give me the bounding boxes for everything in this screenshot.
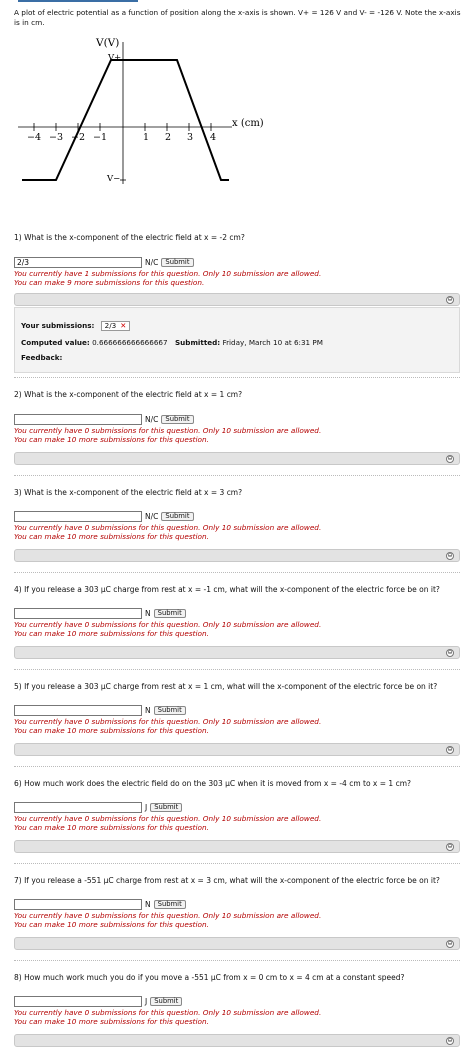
question-text: 5) If you release a 303 μC charge from rest at x = 1 cm, what will the x-component of the electric force be on it? xyxy=(14,682,438,691)
submission-count-note: You currently have 0 submissions for this question. Only 10 submission are allowed. xyxy=(14,911,322,920)
answer-row xyxy=(14,511,194,522)
submit-button[interactable]: Submit xyxy=(150,803,182,812)
unit-label: N/C xyxy=(145,258,159,267)
submit-button[interactable]: Submit xyxy=(161,258,193,267)
answer-input[interactable] xyxy=(14,996,142,1007)
question-2 xyxy=(14,390,460,462)
section-divider xyxy=(14,669,460,670)
answer-row xyxy=(14,608,186,619)
section-divider xyxy=(14,863,460,864)
tick-label: −2 xyxy=(71,132,86,143)
potential-curve xyxy=(22,60,229,180)
x-axis-label: x (cm) xyxy=(232,118,264,129)
question-7 xyxy=(14,876,460,947)
collapse-icon[interactable]: ⊖ xyxy=(447,1037,453,1044)
computed-value: 0.666666666666667 xyxy=(92,338,168,347)
question-4 xyxy=(14,585,460,656)
details-toggle-bar[interactable] xyxy=(14,293,460,306)
answer-row xyxy=(14,705,186,716)
submission-count-note: You currently have 0 submissions for this question. Only 10 submission are allowed. xyxy=(14,717,322,726)
question-text: 6) How much work does the electric field do on the 303 μC when it is moved from x = -4 cm to x = 1 cm? xyxy=(14,779,411,788)
submission-count-note: You currently have 1 submissions for this question. Only 10 submission are allowed. xyxy=(14,269,322,278)
answer-row xyxy=(14,257,194,268)
submission-count-note: You currently have 0 submissions for this question. Only 10 submission are allowed. xyxy=(14,1008,322,1017)
unit-label: N/C xyxy=(145,512,159,521)
question-3 xyxy=(14,488,460,559)
unit-label: J xyxy=(145,997,148,1006)
submit-button[interactable]: Submit xyxy=(154,900,186,909)
section-divider xyxy=(14,572,460,573)
answer-row xyxy=(14,802,182,813)
potential-graph xyxy=(14,34,264,186)
v-minus-label: V− xyxy=(107,174,121,184)
submit-button[interactable]: Submit xyxy=(161,415,193,424)
answer-input[interactable] xyxy=(14,511,142,522)
submission-count-note: You currently have 0 submissions for this question. Only 10 submission are allowed. xyxy=(14,620,322,629)
tick-label: −1 xyxy=(93,132,108,143)
collapse-icon[interactable]: ⊖ xyxy=(447,296,453,303)
collapse-icon[interactable]: ⊖ xyxy=(447,649,453,656)
submit-button[interactable]: Submit xyxy=(154,609,186,618)
remaining-submissions-note: You can make 10 more submissions for this question. xyxy=(14,629,209,638)
submission-count-note: You currently have 0 submissions for this question. Only 10 submission are allowed. xyxy=(14,814,322,823)
tick-label: 4 xyxy=(210,132,217,143)
unit-label: N/C xyxy=(145,415,159,424)
section-divider xyxy=(14,766,460,767)
submit-button[interactable]: Submit xyxy=(161,512,193,521)
details-toggle-bar[interactable] xyxy=(14,1034,460,1047)
answer-input[interactable] xyxy=(14,608,142,619)
submitted-label: Submitted: xyxy=(175,338,221,347)
computed-value-label: Computed value: xyxy=(21,338,90,347)
remaining-submissions-note: You can make 9 more submissions for this question. xyxy=(14,278,205,287)
y-axis-label: V(V) xyxy=(96,37,120,49)
remaining-submissions-note: You can make 10 more submissions for this question. xyxy=(14,920,209,929)
submit-button[interactable]: Submit xyxy=(150,997,182,1006)
question-text: 7) If you release a -551 μC charge from rest at x = 3 cm, what will the x-component of the electric force be on it? xyxy=(14,876,440,885)
question-text: 4) If you release a 303 μC charge from rest at x = -1 cm, what will the x-component of the electric force be on it? xyxy=(14,585,440,594)
question-5 xyxy=(14,682,460,753)
answer-row xyxy=(14,414,194,425)
collapse-icon[interactable]: ⊖ xyxy=(447,746,453,753)
question-text: 1) What is the x-component of the electric field at x = -2 cm? xyxy=(14,233,245,242)
tick-label: 1 xyxy=(143,132,150,143)
answer-input[interactable] xyxy=(14,257,142,268)
submission-details-panel xyxy=(14,307,460,373)
question-6 xyxy=(14,779,460,850)
answer-input[interactable] xyxy=(14,414,142,425)
remaining-submissions-note: You can make 10 more submissions for this question. xyxy=(14,726,209,735)
unit-label: J xyxy=(145,803,148,812)
tick-label: −3 xyxy=(49,132,64,143)
answer-input[interactable] xyxy=(14,802,142,813)
collapse-icon[interactable]: ⊖ xyxy=(447,455,453,462)
section-divider xyxy=(14,377,460,378)
v-plus-label: V+ xyxy=(108,53,122,63)
details-toggle-bar[interactable] xyxy=(14,549,460,562)
collapse-icon[interactable]: ⊖ xyxy=(447,552,453,559)
question-1 xyxy=(14,233,460,362)
answer-row xyxy=(14,899,186,910)
your-submissions-label: Your submissions: xyxy=(21,321,95,330)
question-text: 8) How much work much you do if you move a -551 μC from x = 0 cm to x = 4 cm at a constant speed? xyxy=(14,973,405,982)
tick-label: −4 xyxy=(27,132,42,143)
remaining-submissions-note: You can make 10 more submissions for this question. xyxy=(14,1017,209,1026)
tick-label: 3 xyxy=(187,132,194,143)
remaining-submissions-note: You can make 10 more submissions for this question. xyxy=(14,435,209,444)
details-toggle-bar[interactable] xyxy=(14,840,460,853)
question-text: 2) What is the x-component of the electric field at x = 1 cm? xyxy=(14,390,243,399)
details-toggle-bar[interactable] xyxy=(14,743,460,756)
remaining-submissions-note: You can make 10 more submissions for this question. xyxy=(14,532,209,541)
question-8 xyxy=(14,973,460,1044)
section-divider xyxy=(14,475,460,476)
submission-count-note: You currently have 0 submissions for this question. Only 10 submission are allowed. xyxy=(14,523,322,532)
submit-button[interactable]: Submit xyxy=(154,706,186,715)
answer-row xyxy=(14,996,182,1007)
remaining-submissions-note: You can make 10 more submissions for this question. xyxy=(14,823,209,832)
details-toggle-bar[interactable] xyxy=(14,937,460,950)
answer-input[interactable] xyxy=(14,705,142,716)
answer-input[interactable] xyxy=(14,899,142,910)
tick-label: 2 xyxy=(165,132,172,143)
top-rule xyxy=(18,0,138,2)
problem-intro: A plot of electric potential as a function of position along the x-axis is shown. V+ = 126 V and V- = -126 V. Note the x-axis is in cm. xyxy=(14,8,461,27)
submission-count-note: You currently have 0 submissions for this question. Only 10 submission are allowed. xyxy=(14,426,322,435)
unit-label: N xyxy=(145,609,151,618)
submission-entry[interactable] xyxy=(101,321,131,331)
submission-value: 2/3 xyxy=(104,321,117,330)
feedback-label: Feedback: xyxy=(21,353,63,362)
unit-label: N xyxy=(145,706,151,715)
collapse-icon[interactable]: ⊖ xyxy=(447,940,453,947)
section-divider xyxy=(14,960,460,961)
details-toggle-bar[interactable] xyxy=(14,646,460,659)
incorrect-x-icon: ✕ xyxy=(120,321,127,330)
question-text: 3) What is the x-component of the electric field at x = 3 cm? xyxy=(14,488,243,497)
unit-label: N xyxy=(145,900,151,909)
collapse-icon[interactable]: ⊖ xyxy=(447,843,453,850)
submitted-timestamp: Friday, March 10 at 6:31 PM xyxy=(222,338,323,347)
details-toggle-bar[interactable] xyxy=(14,452,460,465)
